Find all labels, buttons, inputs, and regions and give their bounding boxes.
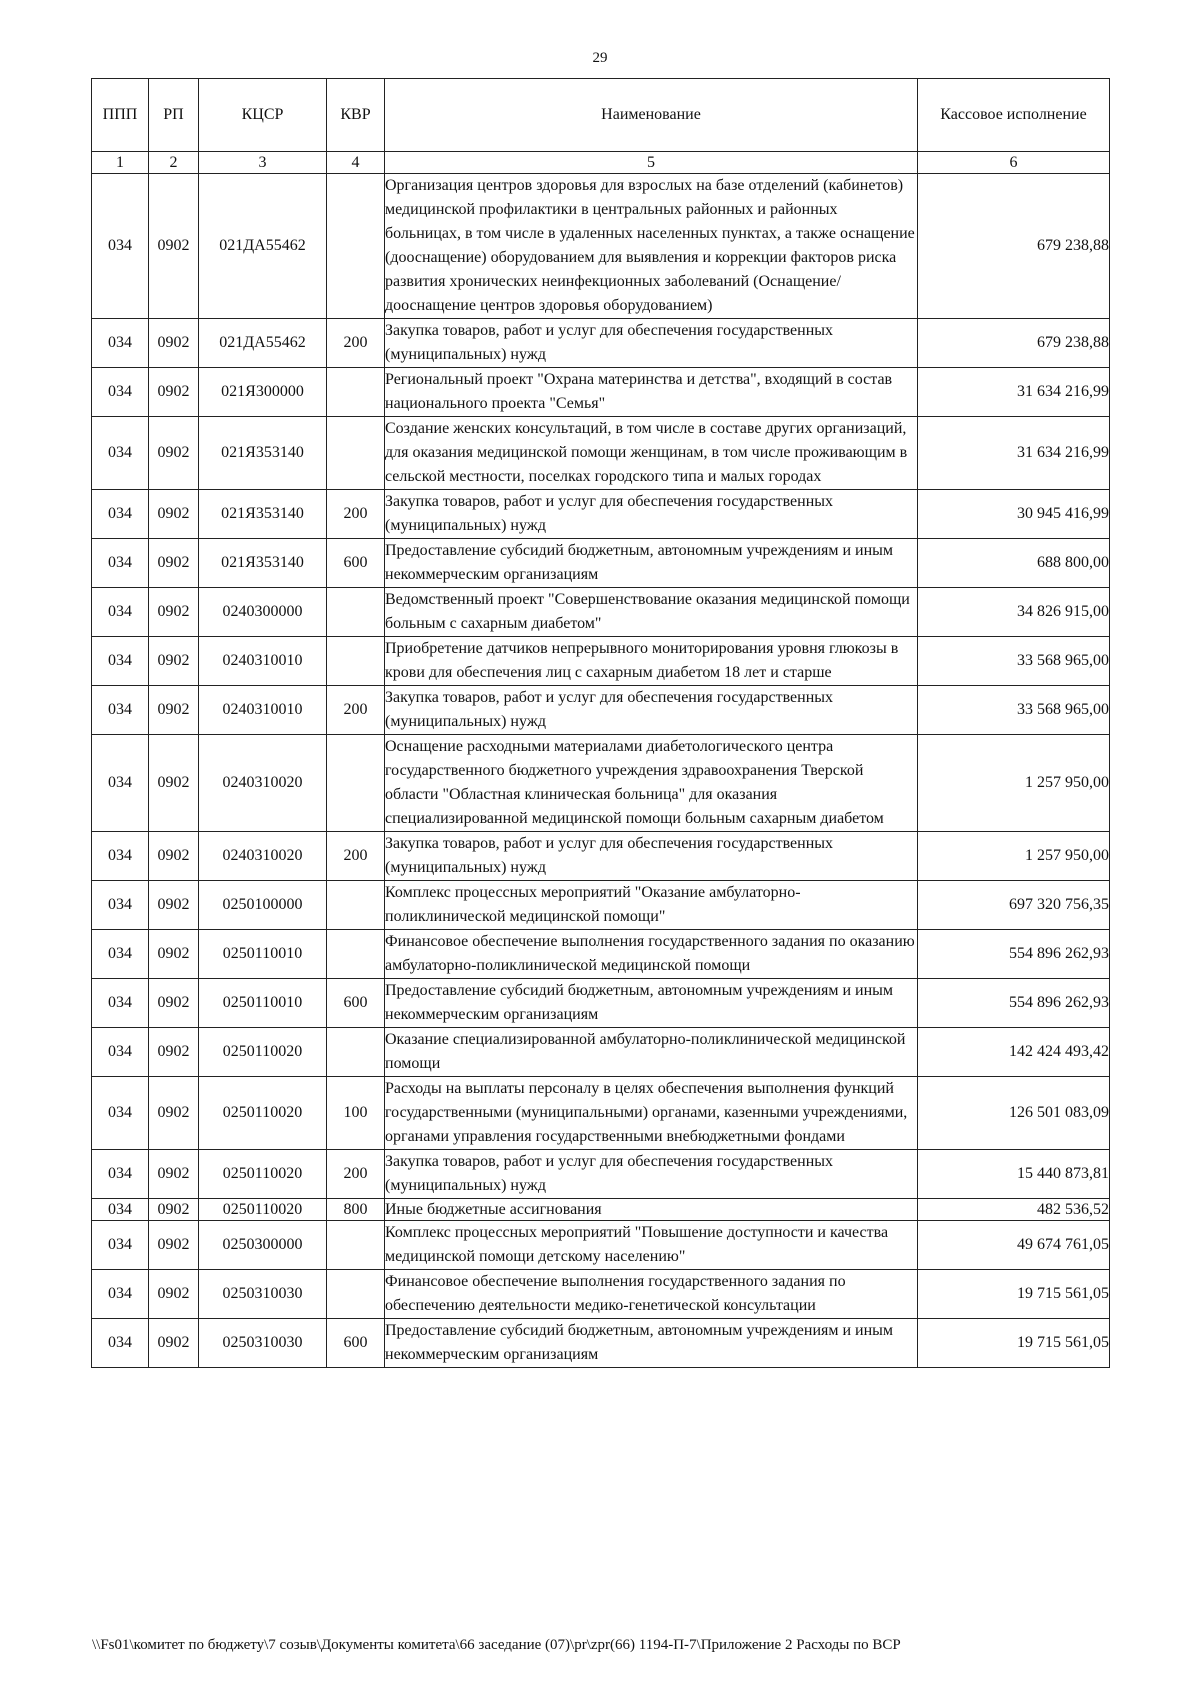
cell-kvr (327, 881, 385, 930)
cell-rp: 0902 (149, 174, 199, 319)
cell-ppp: 034 (92, 1270, 149, 1319)
cell-amount: 31 634 216,99 (918, 368, 1110, 417)
cell-rp: 0902 (149, 637, 199, 686)
cell-kvr (327, 1221, 385, 1270)
cell-amount: 49 674 761,05 (918, 1221, 1110, 1270)
cell-kvr: 200 (327, 319, 385, 368)
cell-rp: 0902 (149, 1028, 199, 1077)
column-number-row (92, 152, 1110, 174)
cell-ppp: 034 (92, 588, 149, 637)
cell-ppp: 034 (92, 686, 149, 735)
cell-name: Ведомственный проект "Совершенствование оказания медицинской помощи больным с сахарным диабетом" (385, 588, 918, 637)
cell-name: Предоставление субсидий бюджетным, автономным учреждениям и иным некоммерческим организациям (385, 1319, 918, 1368)
cell-name: Организация центров здоровья для взрослых на базе отделений (кабинетов) медицинской профилактики в центральных районных и районных больницах, в том числе в удаленных населенных пунктах, а также оснащение (дооснащение) оборудованием для выявления и коррекции факторов риска развития хронических неинфекционных заболеваний (Оснащение/дооснащение центров здоровья оборудованием) (385, 174, 918, 319)
cell-name: Оснащение расходными материалами диабетологического центра государственного бюджетного учреждения здравоохранения Тверской области "Областная клиническая больница" для оказания специализированной медицинской помощи больным сахарным диабетом (385, 735, 918, 832)
cell-kvr: 200 (327, 832, 385, 881)
cell-kcsr: 0250310030 (199, 1270, 327, 1319)
cell-rp: 0902 (149, 490, 199, 539)
cell-ppp: 034 (92, 319, 149, 368)
cell-kcsr: 021Я353140 (199, 417, 327, 490)
header-kcsr: КЦСР (199, 79, 327, 152)
cell-name: Закупка товаров, работ и услуг для обеспечения государственных (муниципальных) нужд (385, 1150, 918, 1199)
column-number: 3 (199, 152, 327, 174)
cell-ppp: 034 (92, 539, 149, 588)
column-number: 6 (918, 152, 1110, 174)
cell-rp: 0902 (149, 881, 199, 930)
cell-kvr (327, 1028, 385, 1077)
table-row (92, 1028, 1110, 1077)
cell-ppp: 034 (92, 174, 149, 319)
cell-kcsr: 0250110020 (199, 1077, 327, 1150)
table-row (92, 1077, 1110, 1150)
table-row (92, 1199, 1110, 1221)
cell-amount: 19 715 561,05 (918, 1319, 1110, 1368)
cell-ppp: 034 (92, 832, 149, 881)
cell-ppp: 034 (92, 637, 149, 686)
cell-name: Финансовое обеспечение выполнения государственного задания по обеспечению деятельности медико-генетической консультации (385, 1270, 918, 1319)
cell-kvr: 200 (327, 1150, 385, 1199)
cell-kvr (327, 637, 385, 686)
cell-rp: 0902 (149, 1077, 199, 1150)
cell-kcsr: 0250110020 (199, 1028, 327, 1077)
page-number: 29 (592, 50, 608, 66)
header-ppp: ППП (92, 79, 149, 152)
column-number: 2 (149, 152, 199, 174)
table-row (92, 832, 1110, 881)
footer-file-path: \\Fs01\комитет по бюджету\7 созыв\Документы комитета\66 заседание (07)\pr\zpr(66) 1194-П-7\Приложение 2 Расходы по ВСР (92, 1637, 901, 1653)
cell-kcsr: 0250300000 (199, 1221, 327, 1270)
header-amount: Кассовое исполнение (918, 79, 1110, 152)
cell-kvr: 800 (327, 1199, 385, 1221)
cell-kvr: 600 (327, 539, 385, 588)
cell-amount: 1 257 950,00 (918, 832, 1110, 881)
cell-ppp: 034 (92, 1028, 149, 1077)
cell-kcsr: 0240310020 (199, 735, 327, 832)
cell-kvr: 200 (327, 490, 385, 539)
cell-ppp: 034 (92, 1199, 149, 1221)
cell-kvr: 200 (327, 686, 385, 735)
cell-ppp: 034 (92, 417, 149, 490)
header-kvr: КВР (327, 79, 385, 152)
cell-ppp: 034 (92, 1319, 149, 1368)
cell-name: Региональный проект "Охрана материнства и детства", входящий в состав национального проекта "Семья" (385, 368, 918, 417)
cell-ppp: 034 (92, 930, 149, 979)
cell-kvr (327, 735, 385, 832)
cell-amount: 33 568 965,00 (918, 686, 1110, 735)
table-row (92, 930, 1110, 979)
cell-name: Предоставление субсидий бюджетным, автономным учреждениям и иным некоммерческим организациям (385, 979, 918, 1028)
cell-kcsr: 0250100000 (199, 881, 327, 930)
cell-name: Закупка товаров, работ и услуг для обеспечения государственных (муниципальных) нужд (385, 686, 918, 735)
cell-kcsr: 0240300000 (199, 588, 327, 637)
cell-amount: 19 715 561,05 (918, 1270, 1110, 1319)
cell-amount: 33 568 965,00 (918, 637, 1110, 686)
cell-amount: 688 800,00 (918, 539, 1110, 588)
cell-ppp: 034 (92, 735, 149, 832)
table-row (92, 539, 1110, 588)
cell-amount: 482 536,52 (918, 1199, 1110, 1221)
cell-amount: 554 896 262,93 (918, 979, 1110, 1028)
cell-ppp: 034 (92, 368, 149, 417)
cell-kvr: 600 (327, 979, 385, 1028)
cell-kcsr: 0250110010 (199, 930, 327, 979)
cell-rp: 0902 (149, 417, 199, 490)
table-row (92, 1221, 1110, 1270)
cell-name: Комплекс процессных мероприятий "Оказание амбулаторно-поликлинической медицинской помощи" (385, 881, 918, 930)
cell-ppp: 034 (92, 1077, 149, 1150)
cell-kvr: 600 (327, 1319, 385, 1368)
column-number: 1 (92, 152, 149, 174)
cell-rp: 0902 (149, 1270, 199, 1319)
cell-amount: 34 826 915,00 (918, 588, 1110, 637)
table-row (92, 1319, 1110, 1368)
cell-kvr (327, 588, 385, 637)
cell-rp: 0902 (149, 832, 199, 881)
table-row (92, 637, 1110, 686)
cell-rp: 0902 (149, 539, 199, 588)
cell-name: Комплекс процессных мероприятий "Повышение доступности и качества медицинской помощи детскому населению" (385, 1221, 918, 1270)
header-row (92, 79, 1110, 152)
cell-kcsr: 0240310010 (199, 686, 327, 735)
table-row (92, 735, 1110, 832)
cell-amount: 31 634 216,99 (918, 417, 1110, 490)
cell-kvr (327, 368, 385, 417)
cell-name: Закупка товаров, работ и услуг для обеспечения государственных (муниципальных) нужд (385, 832, 918, 881)
cell-rp: 0902 (149, 735, 199, 832)
cell-kvr (327, 1270, 385, 1319)
cell-kcsr: 021ДА55462 (199, 319, 327, 368)
cell-kcsr: 0240310010 (199, 637, 327, 686)
cell-name: Оказание специализированной амбулаторно-поликлинической медицинской помощи (385, 1028, 918, 1077)
cell-kcsr: 0250110010 (199, 979, 327, 1028)
cell-ppp: 034 (92, 490, 149, 539)
cell-rp: 0902 (149, 1150, 199, 1199)
cell-amount: 126 501 083,09 (918, 1077, 1110, 1150)
cell-name: Создание женских консультаций, в том числе в составе других организаций, для оказания медицинской помощи женщинам, в том числе проживающим в сельской местности, поселках городского типа и малых городах (385, 417, 918, 490)
table-row (92, 368, 1110, 417)
cell-name: Расходы на выплаты персоналу в целях обеспечения выполнения функций государственными (муниципальными) органами, казенными учреждениями, органами управления государственными внебюджетными фондами (385, 1077, 918, 1150)
table-row (92, 319, 1110, 368)
cell-amount: 142 424 493,42 (918, 1028, 1110, 1077)
cell-amount: 697 320 756,35 (918, 881, 1110, 930)
cell-rp: 0902 (149, 930, 199, 979)
cell-kcsr: 0250110020 (199, 1199, 327, 1221)
cell-rp: 0902 (149, 686, 199, 735)
cell-rp: 0902 (149, 368, 199, 417)
cell-rp: 0902 (149, 1221, 199, 1270)
cell-kcsr: 021Я300000 (199, 368, 327, 417)
cell-rp: 0902 (149, 1199, 199, 1221)
table-row (92, 417, 1110, 490)
cell-amount: 15 440 873,81 (918, 1150, 1110, 1199)
cell-amount: 1 257 950,00 (918, 735, 1110, 832)
cell-kvr: 100 (327, 1077, 385, 1150)
table-row (92, 881, 1110, 930)
table-row (92, 979, 1110, 1028)
column-number: 4 (327, 152, 385, 174)
column-number: 5 (385, 152, 918, 174)
cell-amount: 679 238,88 (918, 319, 1110, 368)
cell-rp: 0902 (149, 319, 199, 368)
cell-kcsr: 0240310020 (199, 832, 327, 881)
cell-name: Закупка товаров, работ и услуг для обеспечения государственных (муниципальных) нужд (385, 490, 918, 539)
cell-name: Финансовое обеспечение выполнения государственного задания по оказанию амбулаторно-поликлинической медицинской помощи (385, 930, 918, 979)
cell-ppp: 034 (92, 881, 149, 930)
table-row (92, 174, 1110, 319)
cell-ppp: 034 (92, 1150, 149, 1199)
cell-kcsr: 021Я353140 (199, 490, 327, 539)
cell-name: Иные бюджетные ассигнования (385, 1199, 918, 1221)
cell-kcsr: 021ДА55462 (199, 174, 327, 319)
cell-name: Приобретение датчиков непрерывного мониторирования уровня глюкозы в крови для обеспечения лиц с сахарным диабетом 18 лет и старше (385, 637, 918, 686)
table-row (92, 490, 1110, 539)
header-name: Наименование (385, 79, 918, 152)
table-row (92, 1150, 1110, 1199)
cell-kvr (327, 930, 385, 979)
cell-kcsr: 0250310030 (199, 1319, 327, 1368)
cell-name: Предоставление субсидий бюджетным, автономным учреждениям и иным некоммерческим организациям (385, 539, 918, 588)
header-rp: РП (149, 79, 199, 152)
cell-kvr (327, 174, 385, 319)
cell-amount: 679 238,88 (918, 174, 1110, 319)
table-row (92, 588, 1110, 637)
cell-ppp: 034 (92, 1221, 149, 1270)
table-row (92, 686, 1110, 735)
cell-amount: 30 945 416,99 (918, 490, 1110, 539)
cell-kcsr: 0250110020 (199, 1150, 327, 1199)
cell-ppp: 034 (92, 979, 149, 1028)
cell-kcsr: 021Я353140 (199, 539, 327, 588)
cell-rp: 0902 (149, 1319, 199, 1368)
cell-rp: 0902 (149, 588, 199, 637)
cell-name: Закупка товаров, работ и услуг для обеспечения государственных (муниципальных) нужд (385, 319, 918, 368)
cell-kvr (327, 417, 385, 490)
table-row (92, 1270, 1110, 1319)
expenditure-table (91, 78, 1110, 1368)
cell-rp: 0902 (149, 979, 199, 1028)
cell-amount: 554 896 262,93 (918, 930, 1110, 979)
